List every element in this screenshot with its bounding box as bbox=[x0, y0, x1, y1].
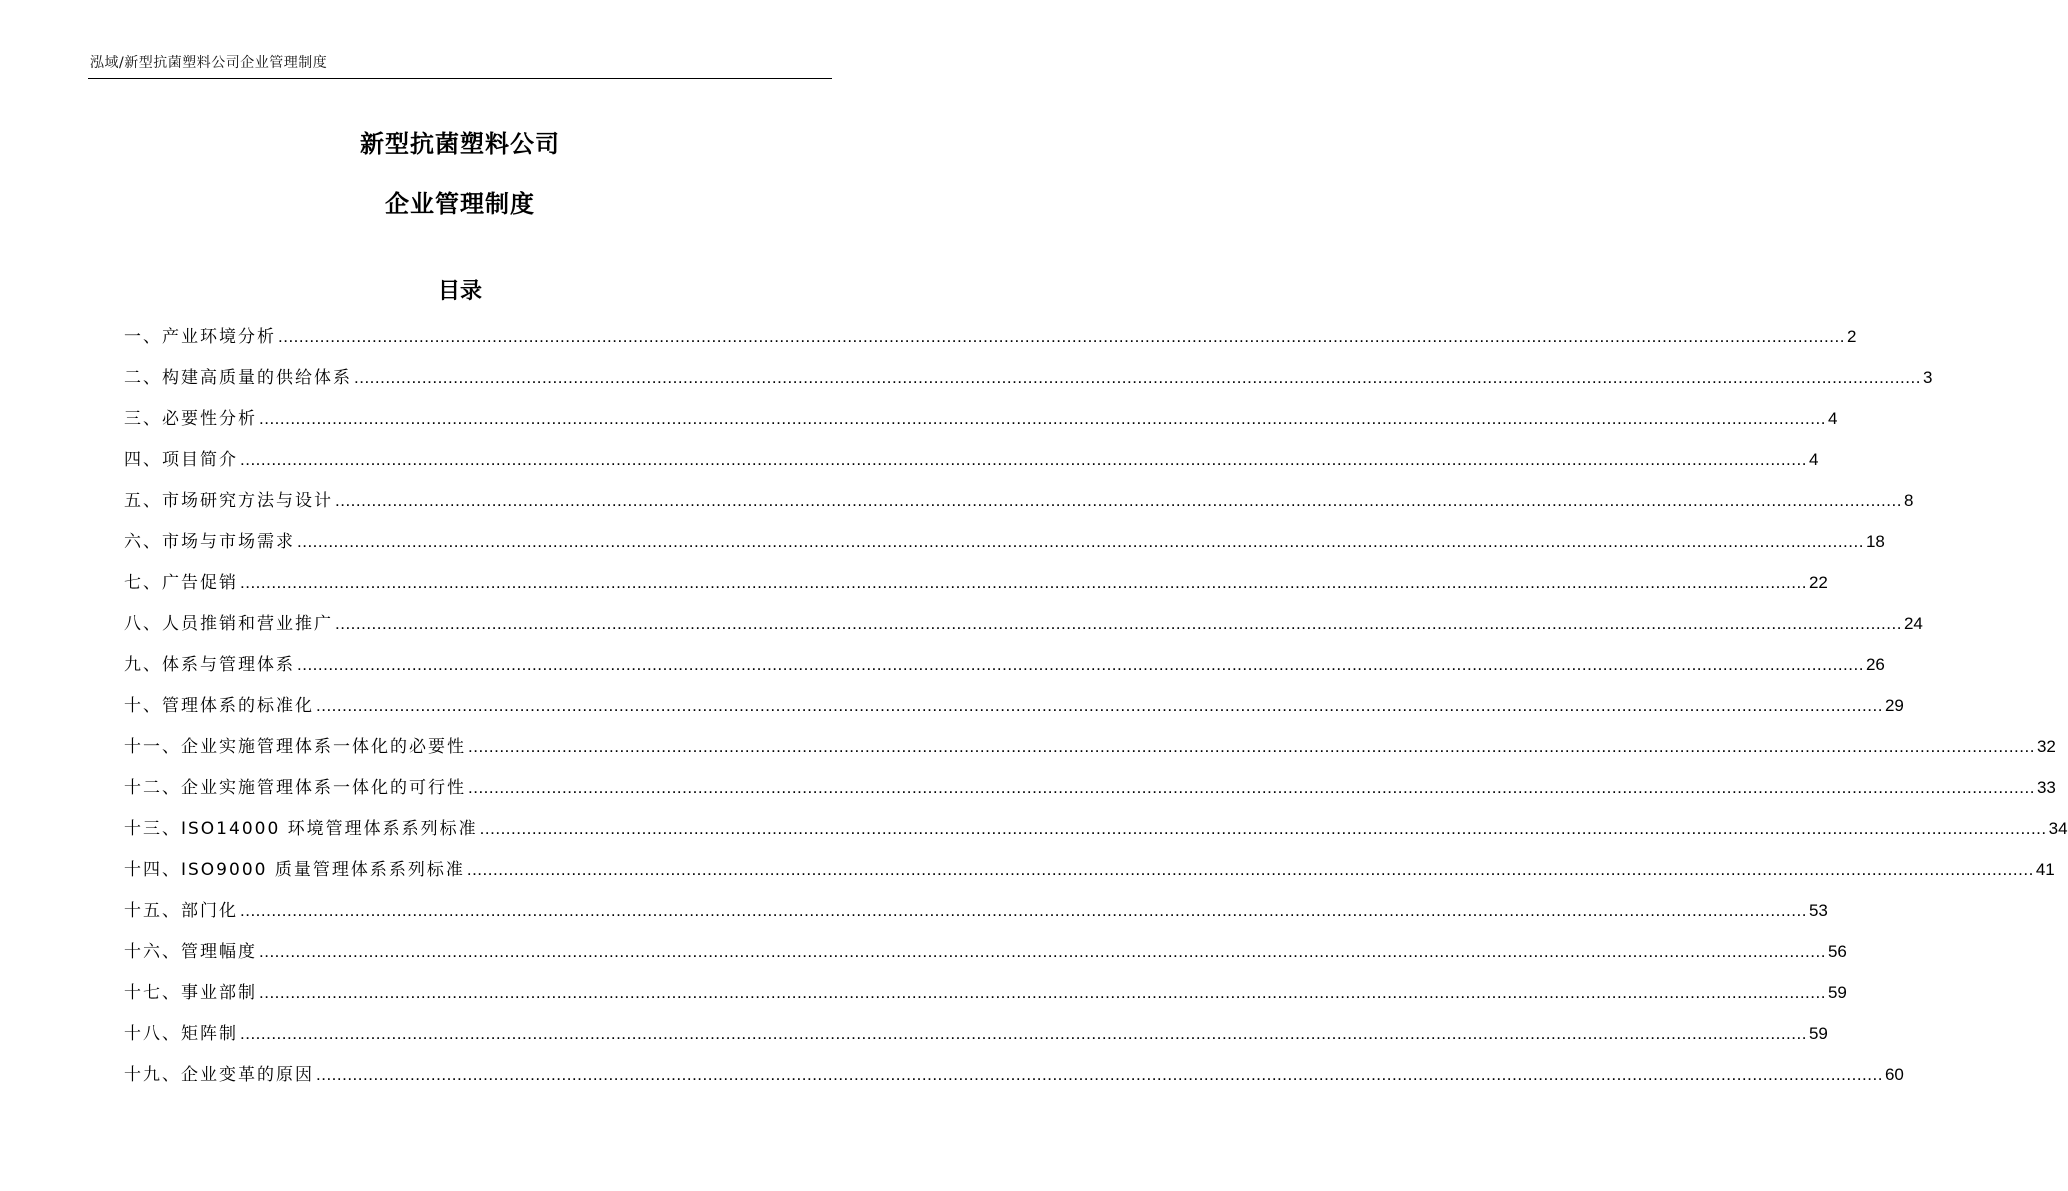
toc-entry-page: 2 bbox=[1846, 327, 1857, 346]
toc-entry-number: 八、 bbox=[124, 614, 162, 634]
toc-entry-page: 32 bbox=[2036, 737, 2056, 756]
toc-entry-label: 广告促销 bbox=[162, 573, 238, 593]
toc-entry-number: 六、 bbox=[124, 532, 162, 552]
toc-entry-label: ISO14000 环境管理体系系列标准 bbox=[181, 819, 478, 839]
toc-entry[interactable] bbox=[124, 855, 2055, 896]
toc-entry-page: 26 bbox=[1865, 655, 1885, 674]
toc-entry[interactable] bbox=[124, 978, 1847, 1019]
toc-leader-dots: ............................................................................................................................................................................................................................................................................................................ bbox=[479, 819, 2047, 838]
toc-entry-page: 34 bbox=[2048, 819, 2068, 838]
toc-entry-label: 人员推销和营业推广 bbox=[162, 614, 333, 634]
toc-entry-label: 企业实施管理体系一体化的可行性 bbox=[181, 778, 466, 798]
toc-entry-number: 十八、 bbox=[124, 1024, 181, 1044]
toc-leader-dots: ............................................................................................................................................................................................................................................................................................................ bbox=[468, 778, 2035, 797]
toc-entry[interactable] bbox=[124, 1060, 1904, 1101]
toc-leader-dots: ............................................................................................................................................................................................................................................................................................................ bbox=[335, 614, 1902, 633]
toc-entry[interactable] bbox=[124, 937, 1847, 978]
toc-leader-dots: ............................................................................................................................................................................................................................................................................................................ bbox=[240, 901, 1807, 920]
toc-entry-page: 3 bbox=[1922, 368, 1933, 387]
toc-leader-dots: ............................................................................................................................................................................................................................................................................................................ bbox=[259, 983, 1826, 1002]
table-of-contents bbox=[124, 322, 2068, 1101]
toc-leader-dots: ............................................................................................................................................................................................................................................................................................................ bbox=[316, 1065, 1883, 1084]
toc-entry-label: ISO9000 质量管理体系系列标准 bbox=[181, 860, 465, 880]
toc-leader-dots: ............................................................................................................................................................................................................................................................................................................ bbox=[297, 655, 1864, 674]
toc-entry-number: 七、 bbox=[124, 573, 162, 593]
toc-entry-number: 十一、 bbox=[124, 737, 181, 757]
toc-entry[interactable] bbox=[124, 486, 1914, 527]
toc-entry[interactable] bbox=[124, 773, 2056, 814]
toc-entry[interactable] bbox=[124, 568, 1828, 609]
toc-leader-dots: ............................................................................................................................................................................................................................................................................................................ bbox=[468, 737, 2035, 756]
toc-entry-number: 四、 bbox=[124, 450, 162, 470]
toc-entry-page: 59 bbox=[1808, 1024, 1828, 1043]
toc-entry-page: 41 bbox=[2035, 860, 2055, 879]
toc-leader-dots: ............................................................................................................................................................................................................................................................................................................ bbox=[278, 327, 1845, 346]
toc-entry-label: 部门化 bbox=[181, 901, 238, 921]
toc-entry-page: 4 bbox=[1808, 450, 1819, 469]
toc-entry-label: 构建高质量的供给体系 bbox=[162, 368, 352, 388]
toc-entry[interactable] bbox=[124, 1019, 1828, 1060]
toc-leader-dots: ............................................................................................................................................................................................................................................................................................................ bbox=[240, 450, 1807, 469]
toc-entry-number: 五、 bbox=[124, 491, 162, 511]
toc-entry-number: 十七、 bbox=[124, 983, 181, 1003]
document-subtitle: 企业管理制度 bbox=[385, 190, 535, 218]
toc-entry-label: 管理幅度 bbox=[181, 942, 257, 962]
toc-entry-page: 59 bbox=[1827, 983, 1847, 1002]
toc-entry[interactable] bbox=[124, 445, 1819, 486]
toc-entry-label: 必要性分析 bbox=[162, 409, 257, 429]
toc-entry-number: 十二、 bbox=[124, 778, 181, 798]
toc-entry-page: 4 bbox=[1827, 409, 1838, 428]
header-divider bbox=[88, 78, 832, 79]
toc-entry[interactable] bbox=[124, 814, 2068, 855]
toc-entry-number: 十四、 bbox=[124, 860, 181, 880]
toc-entry-label: 体系与管理体系 bbox=[162, 655, 295, 675]
toc-entry-page: 24 bbox=[1903, 614, 1923, 633]
toc-entry[interactable] bbox=[124, 322, 1857, 363]
toc-entry-label: 市场与市场需求 bbox=[162, 532, 295, 552]
toc-entry-label: 管理体系的标准化 bbox=[162, 696, 314, 716]
toc-entry-number: 二、 bbox=[124, 368, 162, 388]
toc-entry-label: 企业变革的原因 bbox=[181, 1065, 314, 1085]
toc-entry-page: 56 bbox=[1827, 942, 1847, 961]
toc-entry[interactable] bbox=[124, 363, 1933, 404]
toc-entry-label: 事业部制 bbox=[181, 983, 257, 1003]
toc-entry-page: 29 bbox=[1884, 696, 1904, 715]
toc-leader-dots: ............................................................................................................................................................................................................................................................................................................ bbox=[466, 860, 2034, 879]
toc-entry-label: 企业实施管理体系一体化的必要性 bbox=[181, 737, 466, 757]
toc-leader-dots: ............................................................................................................................................................................................................................................................................................................ bbox=[240, 1024, 1807, 1043]
toc-entry-page: 33 bbox=[2036, 778, 2056, 797]
toc-heading: 目录 bbox=[437, 279, 482, 304]
toc-entry-number: 十五、 bbox=[124, 901, 181, 921]
toc-entry-number: 十三、 bbox=[124, 819, 181, 839]
toc-entry-page: 60 bbox=[1884, 1065, 1904, 1084]
toc-entry[interactable] bbox=[124, 527, 1885, 568]
toc-entry-page: 18 bbox=[1865, 532, 1885, 551]
toc-entry-number: 九、 bbox=[124, 655, 162, 675]
toc-entry-page: 8 bbox=[1903, 491, 1914, 510]
toc-entry-number: 十、 bbox=[124, 696, 162, 716]
toc-entry-page: 22 bbox=[1808, 573, 1828, 592]
toc-leader-dots: ............................................................................................................................................................................................................................................................................................................ bbox=[335, 491, 1902, 510]
toc-entry[interactable] bbox=[124, 732, 2056, 773]
toc-entry-number: 一、 bbox=[124, 327, 162, 347]
toc-entry[interactable] bbox=[124, 691, 1904, 732]
toc-entry-label: 产业环境分析 bbox=[162, 327, 276, 347]
toc-leader-dots: ............................................................................................................................................................................................................................................................................................................ bbox=[316, 696, 1883, 715]
toc-leader-dots: ............................................................................................................................................................................................................................................................................................................ bbox=[354, 368, 1921, 387]
toc-entry[interactable] bbox=[124, 609, 1923, 650]
toc-leader-dots: ............................................................................................................................................................................................................................................................................................................ bbox=[259, 409, 1826, 428]
running-header: 泓域/新型抗菌塑料公司企业管理制度 bbox=[90, 55, 328, 71]
toc-leader-dots: ............................................................................................................................................................................................................................................................................................................ bbox=[259, 942, 1826, 961]
toc-entry-number: 十九、 bbox=[124, 1065, 181, 1085]
toc-leader-dots: ............................................................................................................................................................................................................................................................................................................ bbox=[240, 573, 1807, 592]
toc-entry[interactable] bbox=[124, 404, 1838, 445]
toc-entry[interactable] bbox=[124, 896, 1828, 937]
toc-entry[interactable] bbox=[124, 650, 1885, 691]
document-title: 新型抗菌塑料公司 bbox=[360, 130, 560, 158]
toc-entry-number: 十六、 bbox=[124, 942, 181, 962]
toc-entry-label: 市场研究方法与设计 bbox=[162, 491, 333, 511]
toc-entry-number: 三、 bbox=[124, 409, 162, 429]
toc-entry-label: 矩阵制 bbox=[181, 1024, 238, 1044]
toc-leader-dots: ............................................................................................................................................................................................................................................................................................................ bbox=[297, 532, 1864, 551]
toc-entry-page: 53 bbox=[1808, 901, 1828, 920]
toc-entry-label: 项目简介 bbox=[162, 450, 238, 470]
